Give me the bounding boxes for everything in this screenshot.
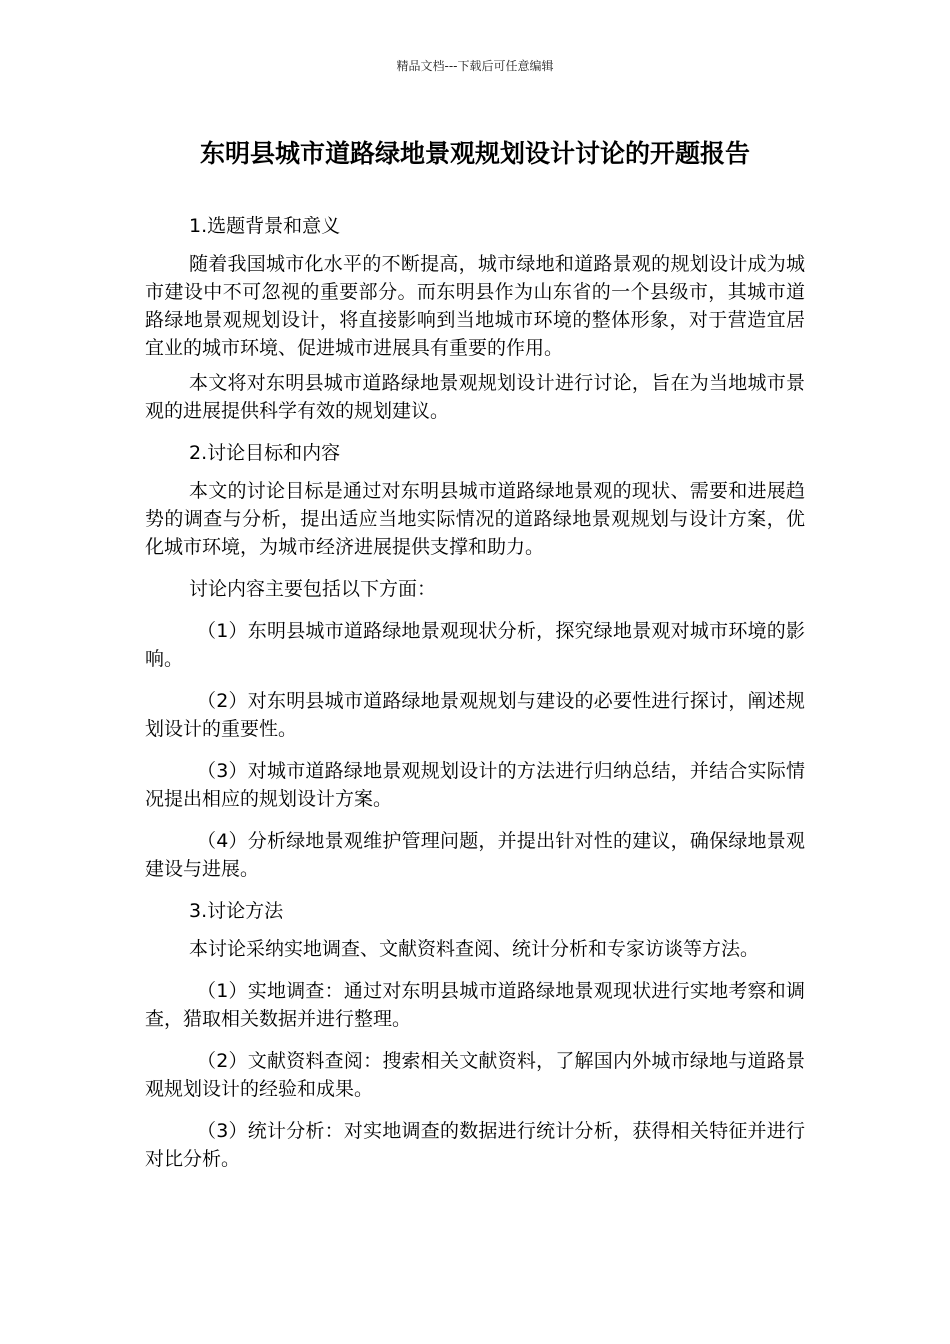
list-item: （3）统计分析：对实地调查的数据进行统计分析，获得相关特征并进行对比分析。 [145,1120,805,1170]
document-body [145,212,805,1187]
paragraph: 本文将对东明县城市道路绿地景观规划设计进行讨论，旨在为当地城市景观的进展提供科学有效的规划建议。 [145,372,805,422]
document-title: 东明县城市道路绿地景观规划设计讨论的开题报告 [199,139,750,168]
list-item: （3）对城市道路绿地景观规划设计的方法进行归纳总结，并结合实际情况提出相应的规划设计方案。 [145,760,805,810]
paragraph: 讨论内容主要包括以下方面： [189,578,437,600]
section-heading-goals: 2.讨论目标和内容 [189,442,341,464]
section-heading-methods: 3.讨论方法 [189,900,284,922]
list-item: （1）实地调查：通过对东明县城市道路绿地景观现状进行实地考察和调查，猎取相关数据并进行整理。 [145,980,805,1030]
paragraph: 随着我国城市化水平的不断提高，城市绿地和道路景观的规划设计成为城市建设中不可忽视的重要部分。而东明县作为山东省的一个县级市，其城市道路绿地景观规划设计，将直接影响到当地城市环境的整体形象，对于营造宜居宜业的城市环境、促进城市进展具有重要的作用。 [145,253,805,359]
paragraph: 本文的讨论目标是通过对东明县城市道路绿地景观的现状、需要和进展趋势的调查与分析，提出适应当地实际情况的道路绿地景观规划与设计方案，优化城市环境，为城市经济进展提供支撑和助力。 [145,480,805,558]
paragraph: 本讨论采纳实地调查、文献资料查阅、统计分析和专家访谈等方法。 [189,938,760,960]
list-item: （2）文献资料查阅：搜索相关文献资料，了解国内外城市绿地与道路景观规划设计的经验和成果。 [145,1050,805,1100]
list-item: （1）东明县城市道路绿地景观现状分析，探究绿地景观对城市环境的影响。 [145,620,805,670]
section-heading-background: 1.选题背景和意义 [189,215,341,237]
header-note: 精品文档---下载后可任意编辑 [396,59,554,73]
list-item: （2）对东明县城市道路绿地景观规划与建设的必要性进行探讨，阐述规划设计的重要性。 [145,690,805,740]
list-item: （4）分析绿地景观维护管理问题，并提出针对性的建议，确保绿地景观建设与进展。 [145,830,805,880]
